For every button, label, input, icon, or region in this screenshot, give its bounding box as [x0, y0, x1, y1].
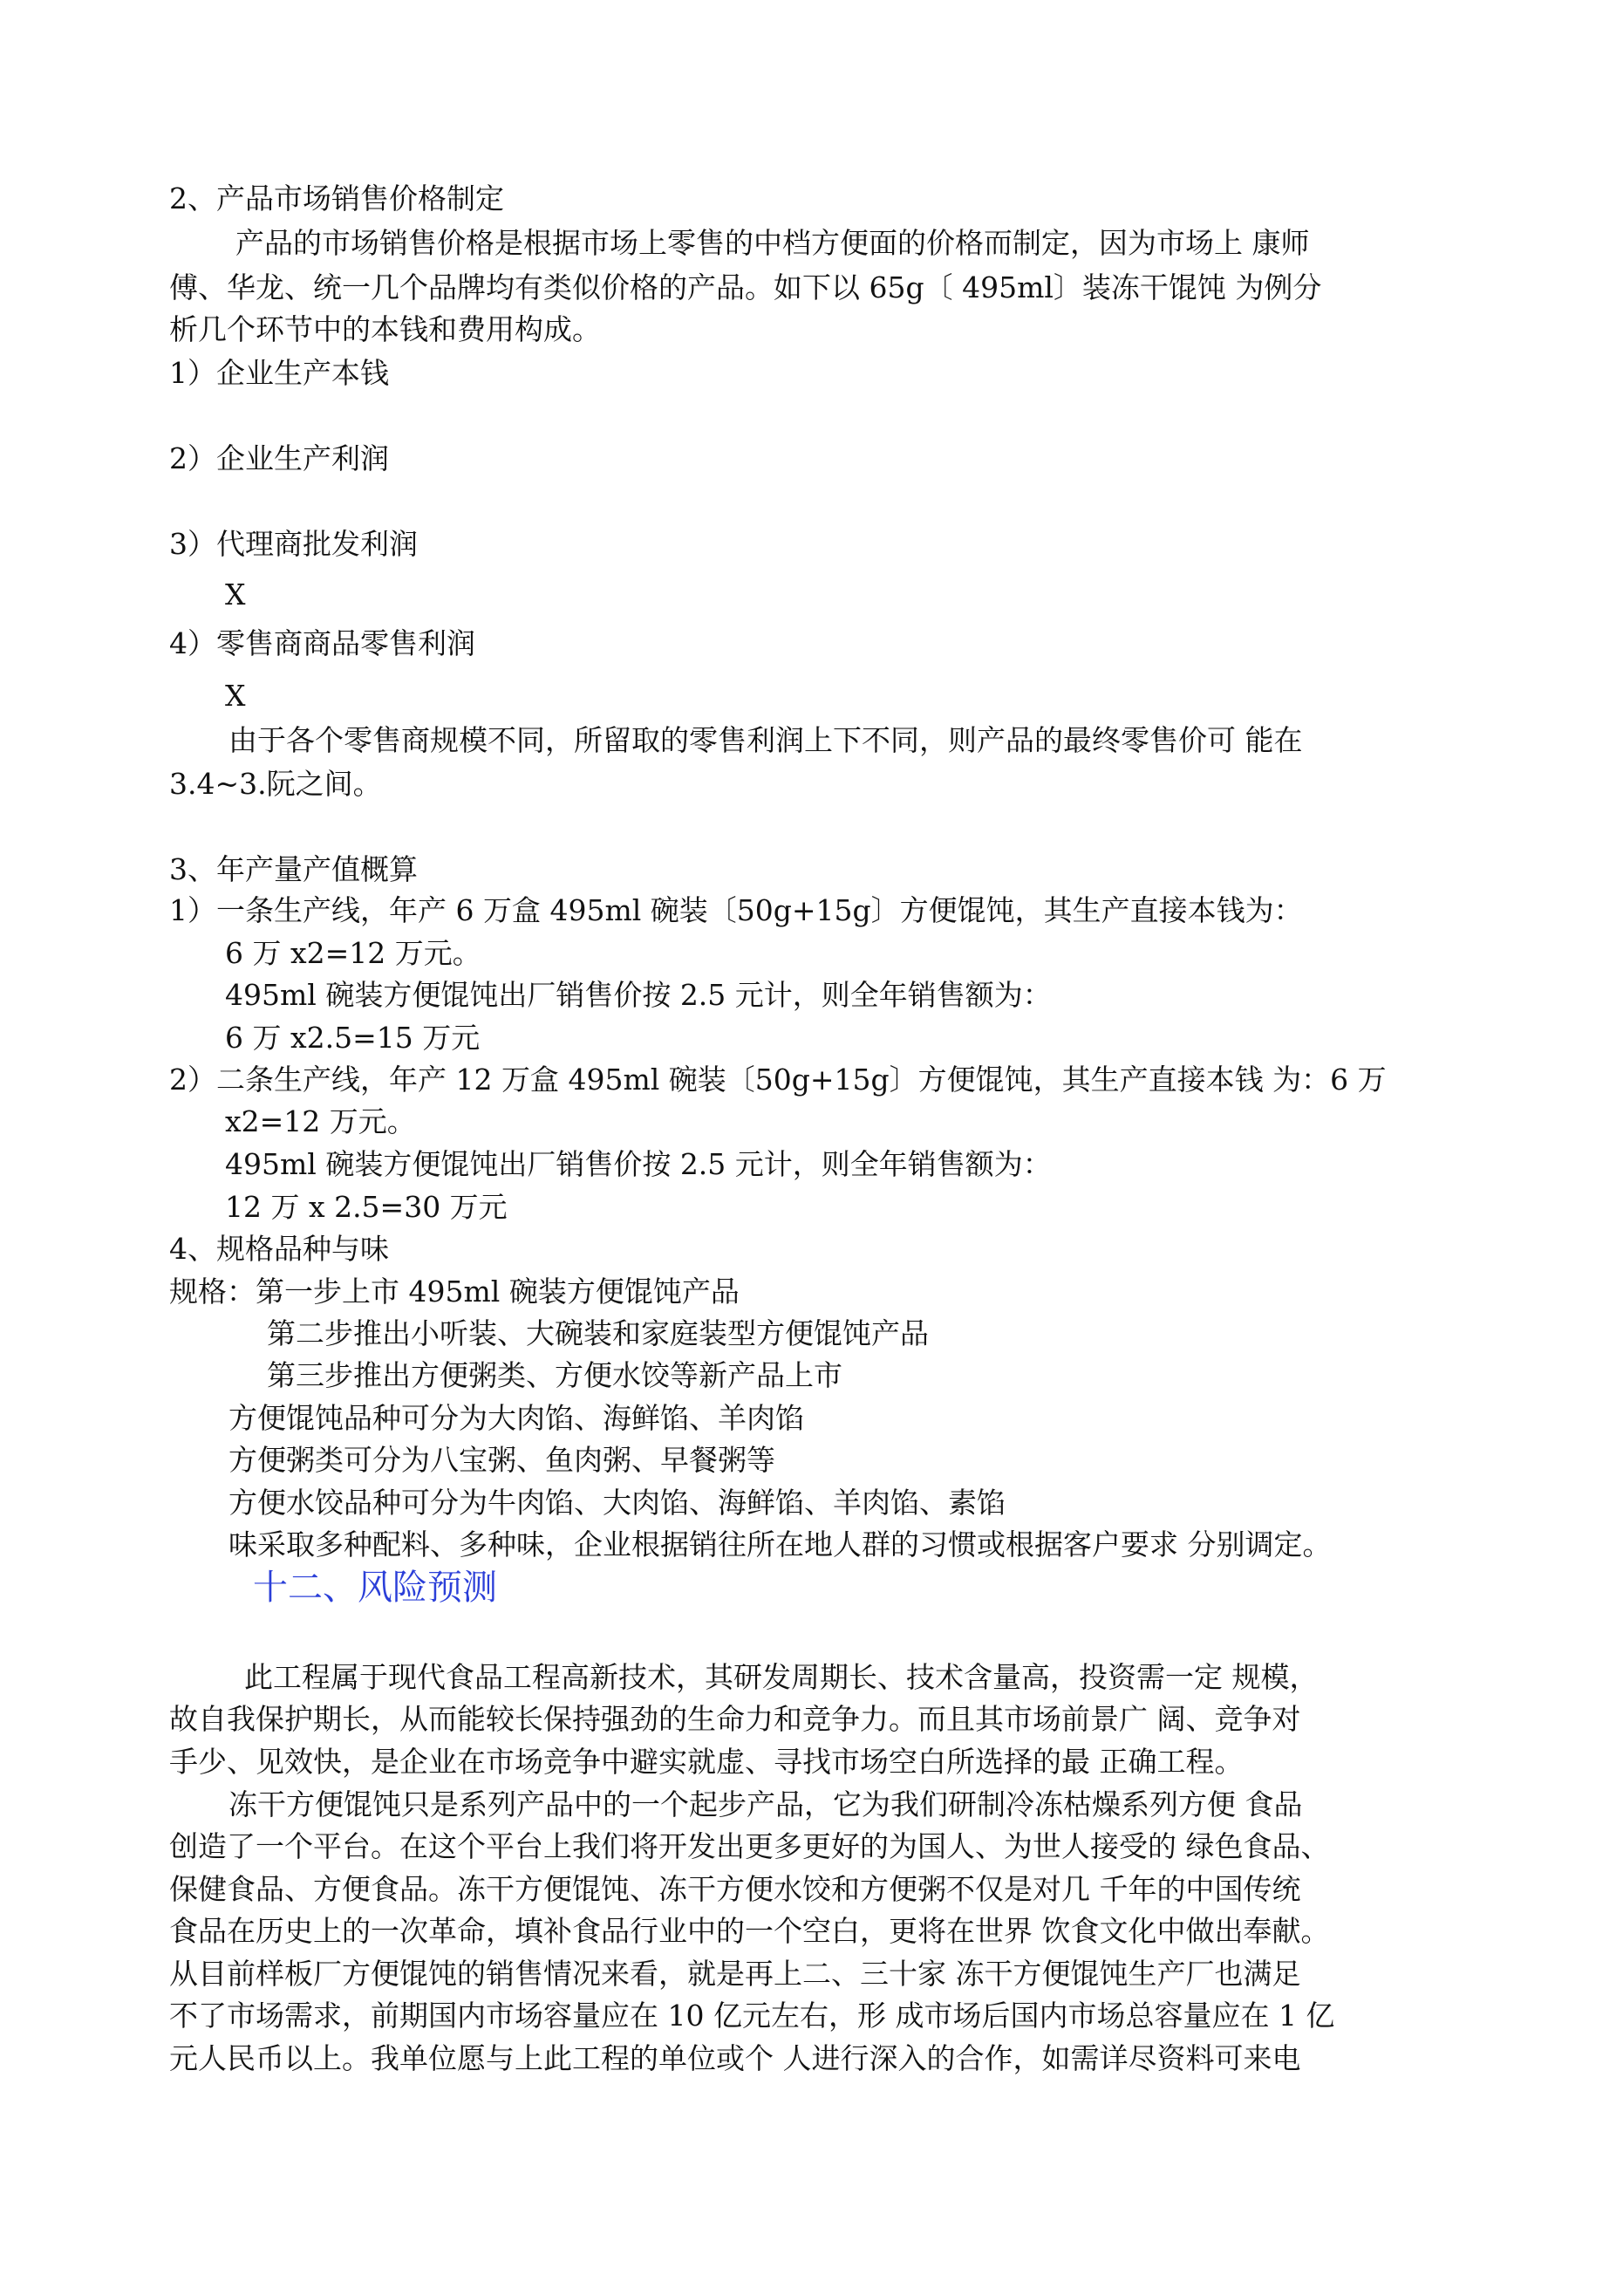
spec-line: 规格：第一步上市 495ml 碗装方便馄饨产品 [169, 1274, 740, 1309]
paragraph-line: 创造了一个平台。在这个平台上我们将开发出更多更好的为国人、为世人接受的 绿色食品、 [169, 1829, 1330, 1863]
section-3-heading: 3、年产量产值概算 [169, 852, 418, 886]
paragraph-line: 冻干方便馄饨只是系列产品中的一个起步产品，它为我们研制冷冻枯燥系列方便 食品 [228, 1787, 1303, 1821]
spec-line: 第二步推出小听装、大碗装和家庭装型方便馄饨产品 [267, 1316, 929, 1350]
list-item: 4）零售商商品零售利润 [169, 626, 475, 660]
calc-line: 1）一条生产线，年产 6 万盒 495ml 碗装〔50g+15g〕方便馄饨，其生产直接本钱为： [169, 893, 1303, 927]
spec-line: 味采取多种配料、多种味，企业根据销往所在地人群的习惯或根据客户要求 分别调定。 [228, 1527, 1332, 1561]
calc-line: 495ml 碗装方便馄饨出厂销售价按 2.5 元计，则全年销售额为： [225, 978, 1052, 1012]
paragraph-line: 3.4~3.阮之间。 [169, 767, 382, 801]
spec-line: 方便粥类可分为八宝粥、鱼肉粥、早餐粥等 [228, 1443, 775, 1477]
paragraph-line: 析几个环节中的本钱和费用构成。 [169, 312, 601, 346]
list-item: 1）企业生产本钱 [169, 356, 389, 390]
calc-line: 12 万 x 2.5=30 万元 [225, 1190, 508, 1224]
paragraph-line: 从目前样板厂方便馄饨的销售情况来看，就是再上二、三十家 冻干方便馄饨生产厂也满足 [169, 1957, 1301, 1991]
spec-line: 方便水饺品种可分为牛肉馅、大肉馅、海鲜馅、羊肉馅、素馅 [228, 1486, 1006, 1520]
paragraph-line: 傅、华龙、统一几个品牌均有类似价格的产品。如下以 65g〔 495ml〕装冻干馄饨 为例分 [169, 270, 1322, 304]
section-2-heading: 2、产品市场销售价格制定 [169, 181, 504, 215]
list-item: 3）代理商批发利润 [169, 527, 418, 561]
paragraph-line: 不了市场需求，前期国内市场容量应在 10 亿元左右，形 成市场后国内市场总容量应在 1 亿 [169, 1999, 1335, 2033]
list-item: 2）企业生产利润 [169, 441, 389, 475]
paragraph-line: 产品的市场销售价格是根据市场上零售的中档方便面的价格而制定，因为市场上 康师 [235, 226, 1310, 260]
list-item-value: X [225, 679, 246, 713]
calc-line: 495ml 碗装方便馄饨出厂销售价按 2.5 元计，则全年销售额为： [225, 1147, 1052, 1181]
paragraph-line: 此工程属于现代食品工程高新技术，其研发周期长、技术含量高，投资需一定 规模， [244, 1660, 1319, 1694]
calc-line: x2=12 万元。 [225, 1104, 416, 1138]
paragraph-line: 由于各个零售商规模不同，所留取的零售利润上下不同，则产品的最终零售价可 能在 [228, 723, 1303, 757]
paragraph-line: 元人民币以上。我单位愿与上此工程的单位或个 人进行深入的合作，如需详尽资料可来电 [169, 2041, 1301, 2075]
paragraph-line: 故自我保护期长，从而能较长保持强劲的生命力和竞争力。而且其市场前景广 阔、竞争对 [169, 1702, 1301, 1736]
list-item-value: X [225, 577, 246, 612]
calc-line: 6 万 x2.5=15 万元 [225, 1021, 481, 1055]
paragraph-line: 保健食品、方便食品。冻干方便馄饨、冻干方便水饺和方便粥不仅是对几 千年的中国传统 [169, 1872, 1301, 1906]
spec-line: 第三步推出方便粥类、方便水饺等新产品上市 [267, 1358, 842, 1392]
calc-line: 2）二条生产线，年产 12 万盒 495ml 碗装〔50g+15g〕方便馄饨，其生产直接本钱 为：6 万 [169, 1063, 1387, 1097]
spec-line: 方便馄饨品种可分为大肉馅、海鲜馅、羊肉馅 [228, 1401, 804, 1435]
calc-line: 6 万 x2=12 万元。 [225, 936, 481, 970]
paragraph-line: 手少、见效快，是企业在市场竞争中避实就虚、寻找市场空白所选择的最 正确工程。 [169, 1745, 1244, 1779]
section-12-heading: 十二、风险预测 [253, 1568, 497, 1608]
section-4-heading: 4、规格品种与味 [169, 1232, 389, 1266]
paragraph-line: 食品在历史上的一次革命，填补食品行业中的一个空白，更将在世界 饮食文化中做出奉献。 [169, 1914, 1330, 1948]
